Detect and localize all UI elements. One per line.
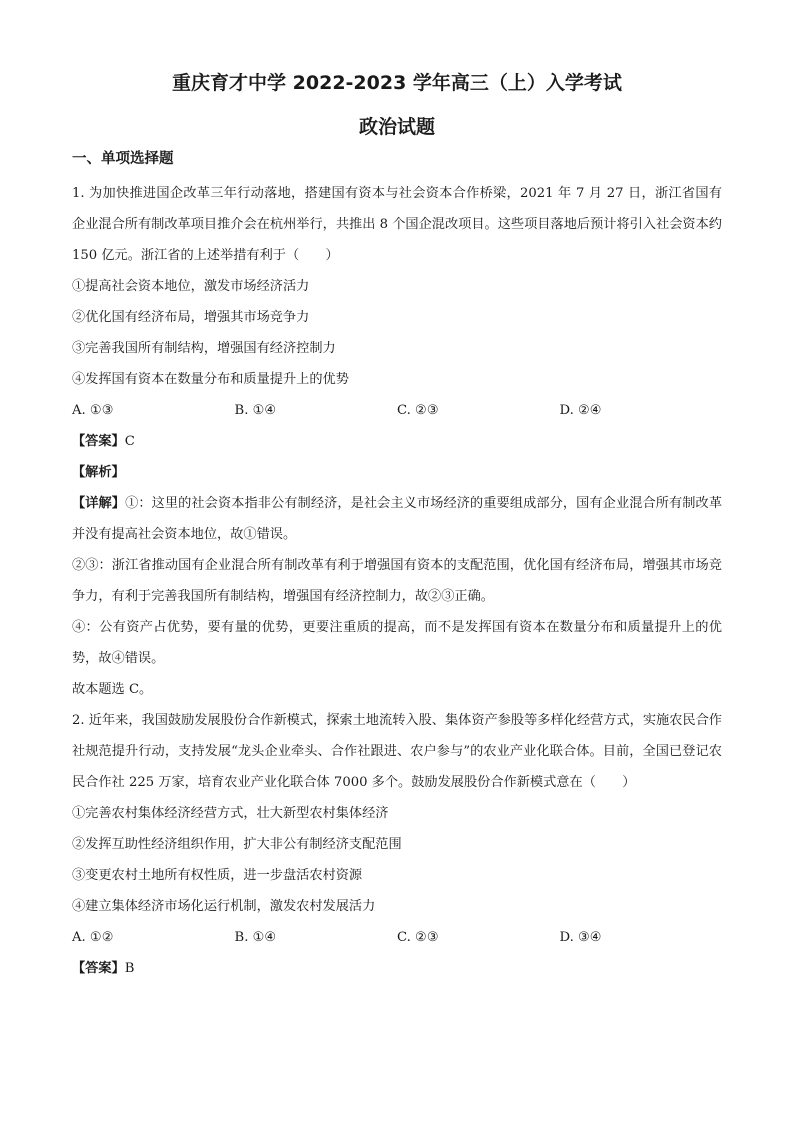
detail-text-1: ①：这里的社会资本指非公有制经济，是社会主义市场经济的重要组成部分，国有企业混合所有制改革并没有提高社会资本地位，故①错误。 (72, 496, 723, 542)
question-1-option-d: D. ②④ (559, 403, 602, 418)
exam-title: 重庆育才中学 2022-2023 学年高三（上）入学考试 (172, 72, 622, 94)
question-2-option-c: C. ②③ (397, 930, 439, 945)
question-2-options (72, 922, 722, 953)
question-1-item-1: ①提高社会资本地位，激发市场经济活力 (72, 279, 310, 294)
question-2-item-1: ①完善农村集体经济经营方式，壮大新型农村集体经济 (72, 806, 389, 821)
question-2-item-2: ②发挥互助性经济组织作用，扩大非公有制经济支配范围 (72, 837, 402, 852)
question-1-detail-2: ②③：浙江省推动国有企业混合所有制改革有利于增强国有资本的支配范围，优化国有经济布局，增强其市场竞争力，有利于完善我国所有制结构，增强国有经济控制力，故②③正确。 (72, 558, 722, 604)
question-2-stem: 2. 近年来，我国鼓励发展股份合作新模式，探索土地流转入股、集体资产参股等多样化经营方式，实施农民合作社规范提升行动，支持发展“龙头企业牵头、合作社跟进、农户参与”的农业产业化联合体。目前，全国已登记农民合作社 225 万家，培育农业产业化联合体 7000 多个。鼓励发展股份合作新模式意在（ ） (72, 713, 722, 790)
answer-value: C (124, 434, 135, 449)
question-2-item-4: ④建立集体经济市场化运行机制，激发农村发展活力 (72, 899, 376, 914)
analysis-label: 【解析】 (72, 465, 125, 480)
question-2-answer (72, 953, 722, 984)
question-2-item-3: ③变更农村土地所有权性质，进一步盘活农村资源 (72, 868, 363, 883)
question-1-analysis (72, 457, 722, 488)
question-1-conclusion: 故本题选 C。 (72, 682, 153, 697)
answer-label: 【答案】 (72, 434, 125, 449)
question-1-answer (72, 426, 722, 457)
question-2-option-a: A. ①② (72, 930, 114, 945)
question-2-option-d: D. ③④ (559, 930, 602, 945)
question-1-option-b: B. ①④ (234, 403, 277, 418)
answer-value: B (124, 961, 135, 976)
question-1-item-4: ④发挥国有资本在数量分布和质量提升上的优势 (72, 372, 349, 387)
question-1-options (72, 395, 722, 426)
question-1-option-a: A. ①③ (72, 403, 114, 418)
question-1-detail-1 (72, 488, 722, 550)
question-2-option-b: B. ①④ (234, 930, 277, 945)
question-1-detail-3: ④：公有资产占优势，要有量的优势，更要注重质的提高，而不是发挥国有资本在数量分布和质量提升上的优势，故④错误。 (72, 620, 722, 666)
question-1-stem: 1. 为加快推进国企改革三年行动落地，搭建国有资本与社会资本合作桥梁，2021 年 7 月 27 日，浙江省国有企业混合所有制改革项目推介会在杭州举行，共推出 8 个国企混改项目。这些项目落地后预计将引入社会资本约 150 亿元。浙江省的上述举措有利于（ ） (72, 186, 722, 263)
exam-subtitle: 政治试题 (358, 116, 435, 138)
question-content (72, 178, 722, 984)
question-1-item-3: ③完善我国所有制结构，增强国有经济控制力 (72, 341, 336, 356)
detail-label: 【详解】 (72, 496, 126, 511)
question-1-item-2: ②优化国有经济布局，增强其市场竞争力 (72, 310, 310, 325)
section-heading: 一、单项选择题 (72, 151, 174, 167)
answer-label: 【答案】 (72, 961, 125, 976)
question-1-option-c: C. ②③ (397, 403, 439, 418)
